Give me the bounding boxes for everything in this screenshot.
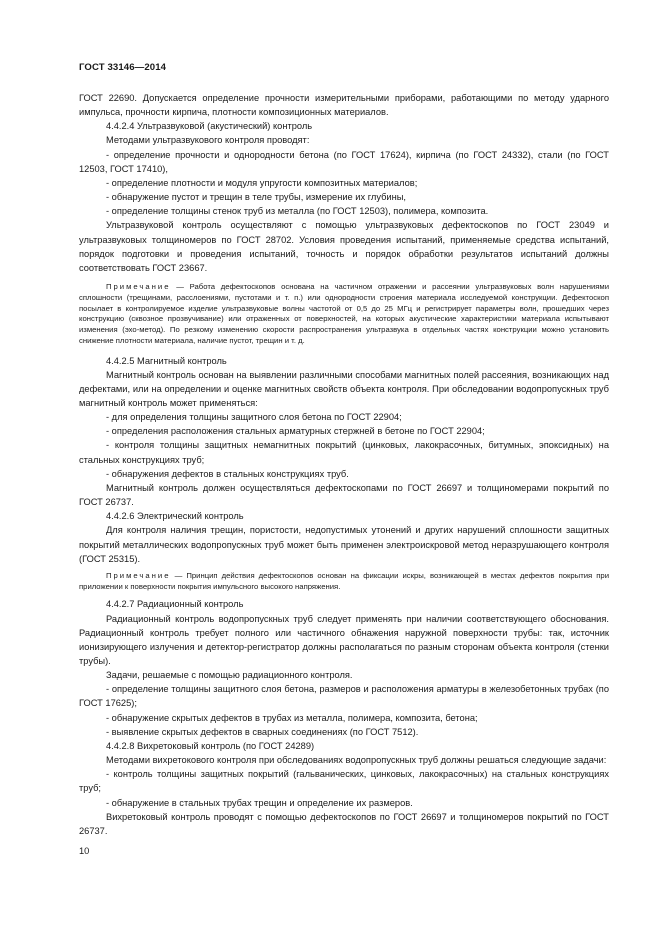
paragraph: ГОСТ 22690. Допускается определение прочности измерительными приборами, работающими по методу ударного импульса, прочности кирпича, плотности композиционных материалов. [79,93,609,118]
paragraph: Магнитный контроль должен осуществляться дефектоскопами по ГОСТ 26697 и толщиномерами покрытий по ГОСТ 26737. [79,482,609,508]
paragraph: Для контроля наличия трещин, пористости, недопустимых утонений и других нарушений сплошности защитных покрытий металлических водопропускных труб может быть применен электроискровой метод неразрушающего контроля (ГОСТ 25315). [79,525,609,564]
paragraph: Радиационный контроль водопропускных труб следует применять при наличии соответствующего обоснования. Радиационный контроль требует полного или частичного обнажения наружной поверхности трубы: так, источник ионизирующего излучения и детектор-регистратор должны располагаться по разным сторонам объекта контроля (стенки трубы). [79,613,609,666]
paragraph: - обнаружение скрытых дефектов в трубах из металла, полимера, композита, бетона; [106,712,478,723]
note-label: Примечание [106,282,171,292]
page-header-title: ГОСТ 33146—2014 [79,62,167,73]
note-dash: — [170,570,187,580]
paragraph: - выявление скрытых дефектов в сварных соединениях (по ГОСТ 7512). [106,726,419,737]
paragraph: - определения расположения стальных арматурных стержней в бетоне по ГОСТ 22904; [106,426,485,437]
note-electric [79,571,609,593]
paragraph: - определение прочности и однородности бетона (по ГОСТ 17624), кирпича (по ГОСТ 24332), стали (по ГОСТ 12503, ГОСТ 17410), [79,149,609,174]
paragraph: - определение толщины защитного слоя бетона, размеров и расположения арматуры в железобетонных трубах (по ГОСТ 17625); [79,684,609,709]
paragraph: Ультразвуковой контроль осуществляют с помощью ультразвуковых дефектоскопов по ГОСТ 23049 и ультразвуковых толщиномеров по ГОСТ 28702. Условия проведения испытаний, применяемые средства испытаний, порядок подготовки и проведения испытаний, точность и порядок обработки результатов испытаний должны соответствовать ГОСТ 23667. [79,220,609,273]
section-radiation-eddy [79,597,609,838]
document-body [79,91,609,838]
paragraph: - обнаружение в стальных трубах трещин и определение их размеров. [106,797,413,808]
paragraph: - контроля толщины защитных немагнитных покрытий (цинковых, лакокрасочных, битумных, эпоксидных) на стальных конструкциях труб; [79,440,609,465]
paragraph: Методами ультразвукового контроля проводят: [106,135,310,146]
note-dash: — [170,282,190,292]
paragraph: - обнаружения дефектов в стальных конструкциях труб. [106,468,349,479]
section-ultrasonic [79,91,609,275]
note-label: Примечание [106,570,171,580]
paragraph: Вихретоковый контроль проводят с помощью дефектоскопов по ГОСТ 26697 и толщиномеров покрытий по ГОСТ 26737. [79,811,609,836]
page-number: 10 [79,846,90,856]
paragraph: Задачи, решаемые с помощью радиационного контроля. [106,670,353,681]
paragraph: - для определения толщины защитного слоя бетона по ГОСТ 22904; [106,412,402,423]
paragraph: - определение толщины стенок труб из металла (по ГОСТ 12503), полимера, композита. [106,206,489,217]
paragraph: - обнаружение пустот и трещин в теле трубы, измерение их глубины, [106,192,407,203]
section-heading: 4.4.2.7 Радиационный контроль [106,599,244,610]
note-ultrasonic [79,282,609,347]
section-heading: 4.4.2.8 Вихретоковый контроль (по ГОСТ 24289) [106,740,315,751]
section-heading: 4.4.2.4 Ультразвуковой (акустический) контроль [106,121,313,132]
paragraph: Магнитный контроль основан на выявлении различными способами магнитных полей рассеяния, возникающих над дефектами, или на определении и оценке магнитных свойств объекта контроля. При обследовании водопропускных труб магнитный контроль может применяться: [79,369,609,408]
paragraph: - определение плотности и модуля упругости композитных материалов; [106,177,418,188]
note-text: Работа дефектоскопов основана на частичном отражении и рассеянии ультразвуковых волн нарушениями сплошности (трещинами, расслоениями, пустотами и т. п.) или однородности строения материала исследуемой конструкции. Дефектоскоп посылает в контролируемое изделие ультразвуковые волны частотой от 0,5 до 25 МГц и регистрирует параметры волн, прошедших через конструкцию (сквозное прозвучивание) или отраженных от поверхностей, на которых акустические характеристики материала испытывают изменения (эхо-метод). По резкому изменению скорости распространения ультразвука в отдельных частях конструкции можно установить снижение плотности материала, наличие пустот, трещин и т. д. [79,282,609,345]
section-heading: 4.4.2.6 Электрический контроль [106,511,244,522]
paragraph: - контроль толщины защитных покрытий (гальванических, цинковых, лакокрасочных) на стальных конструкциях труб; [79,769,609,794]
section-magnetic-electric [79,354,609,566]
note-text: Принцип действия дефектоскопов основан на фиксации искры, возникающей в местах дефектов покрытия при приложении к поверхности покрытия импульсного высокого напряжения. [79,570,609,591]
paragraph: Методами вихретокового контроля при обследованиях водопропускных труб должны решаться следующие задачи: [106,755,607,766]
section-heading: 4.4.2.5 Магнитный контроль [106,355,227,366]
